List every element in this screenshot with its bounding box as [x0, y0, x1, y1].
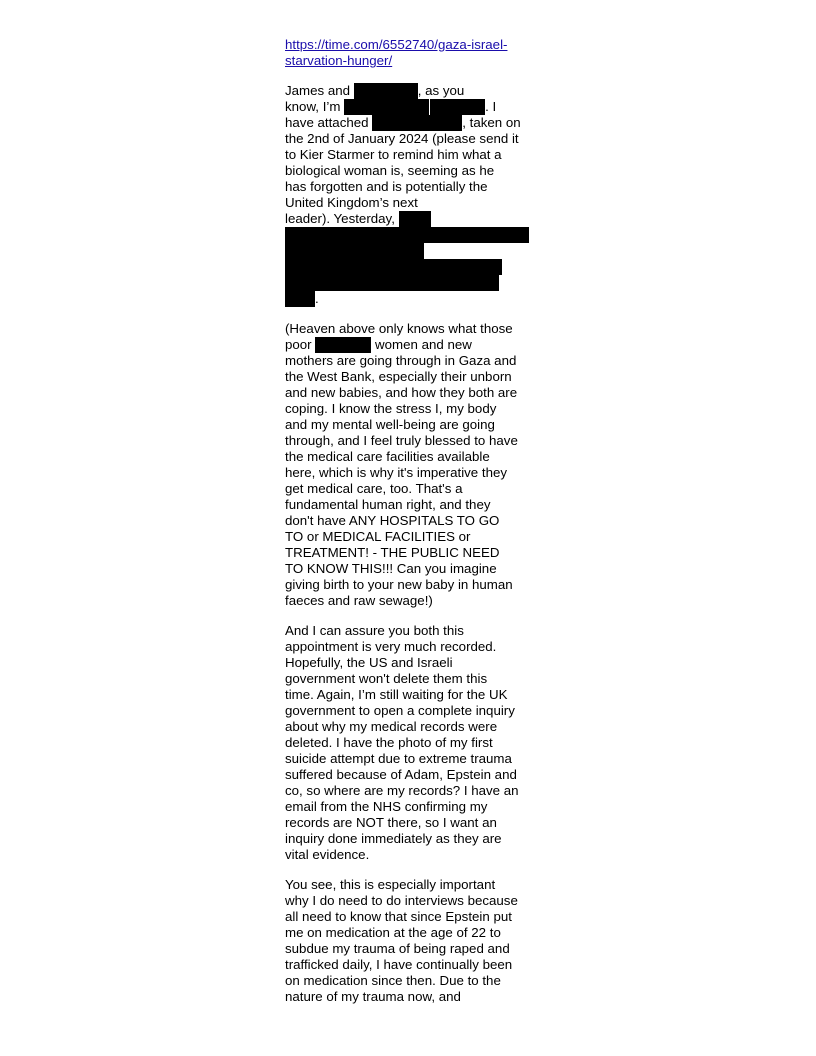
article-link-line-1[interactable]: https://time.com/6552740/gaza-israel- — [285, 37, 508, 52]
text-line: subdue my trauma of being raped and — [285, 941, 510, 956]
redaction-block — [315, 337, 371, 353]
text-line: on medication since then. Due to the — [285, 973, 501, 988]
text-line: faeces and raw sewage!) — [285, 593, 433, 608]
text-line: me on medication at the age of 22 to — [285, 925, 501, 940]
text-line: time. Again, I’m still waiting for the UK — [285, 687, 508, 702]
text-line: the West Bank, especially their unborn — [285, 369, 512, 384]
document-body — [285, 37, 535, 1019]
paragraph-1-line-9 — [285, 211, 535, 227]
redaction-block — [285, 243, 424, 259]
text-line: don't have ANY HOSPITALS TO GO — [285, 513, 500, 528]
paragraph-2 — [285, 321, 535, 609]
text-line: about why my medical records were — [285, 719, 498, 734]
text-line: through, and I feel truly blessed to have — [285, 433, 518, 448]
text-segment: have attached — [285, 115, 373, 130]
text-segment: leader). Yesterday, — [285, 211, 399, 226]
text-line: mothers are going through in Gaza and — [285, 353, 517, 368]
text-line: government to open a complete inquiry — [285, 703, 515, 718]
text-segment: James and — [285, 83, 354, 98]
text-segment: . I — [485, 99, 497, 114]
text-line: and new babies, and how they both are — [285, 385, 518, 400]
text-line: fundamental human right, and they — [285, 497, 491, 512]
redaction-block — [285, 275, 499, 291]
text-line: TO or MEDICAL FACILITIES or — [285, 529, 471, 544]
paragraph-1-line-15 — [285, 291, 535, 307]
text-line: all need to know that since Epstein put — [285, 909, 512, 924]
redaction-block — [285, 259, 502, 275]
paragraph-1-line-1 — [285, 83, 535, 99]
paragraph-3 — [285, 623, 535, 863]
paragraph-1-line-3 — [285, 115, 535, 131]
text-line: here, which is why it's imperative they — [285, 465, 508, 480]
redaction-block — [285, 291, 315, 307]
text-segment: know, I’m — [285, 99, 345, 114]
text-segment: . — [315, 291, 319, 306]
text-line: suffered because of Adam, Epstein and — [285, 767, 517, 782]
text-line: has forgotten and is potentially the — [285, 179, 488, 194]
text-line: why I do need to do interviews because — [285, 893, 518, 908]
paragraph-1 — [285, 83, 535, 307]
text-line: the medical care facilities available — [285, 449, 490, 464]
paragraph-1-line-2 — [285, 99, 535, 115]
text-line: government won't delete them this — [285, 671, 488, 686]
text-line: appointment is very much recorded. — [285, 639, 497, 654]
text-line: And I can assure you both this — [285, 623, 464, 638]
text-line: get medical care, too. That's a — [285, 481, 463, 496]
redaction-block — [372, 115, 462, 131]
text-line: suicide attempt due to extreme trauma — [285, 751, 512, 766]
text-line: TO KNOW THIS!!! Can you imagine — [285, 561, 497, 576]
text-line: United Kingdom’s next — [285, 195, 418, 210]
text-line: You see, this is especially important — [285, 877, 496, 892]
paragraph-2-line-2 — [285, 337, 535, 353]
text-line: inquiry done immediately as they are — [285, 831, 502, 846]
article-link-line-2[interactable]: starvation-hunger/ — [285, 53, 393, 68]
text-segment: , taken on — [462, 115, 521, 130]
text-line: and my mental well-being are going — [285, 417, 495, 432]
text-line: the 2nd of January 2024 (please send it — [285, 131, 519, 146]
text-line: TREATMENT! - THE PUBLIC NEED — [285, 545, 500, 560]
text-segment: , as you — [417, 83, 465, 98]
text-line: deleted. I have the photo of my first — [285, 735, 493, 750]
text-line: to Kier Starmer to remind him what a — [285, 147, 502, 162]
redaction-block — [399, 211, 431, 227]
redaction-block — [285, 227, 529, 243]
text-line: Hopefully, the US and Israeli — [285, 655, 453, 670]
text-line: nature of my trauma now, and — [285, 989, 461, 1004]
text-line: giving birth to your new baby in human — [285, 577, 513, 592]
text-line: email from the NHS confirming my — [285, 799, 488, 814]
text-line: (Heaven above only knows what those — [285, 321, 513, 336]
text-line: trafficked daily, I have continually been — [285, 957, 513, 972]
redaction-block — [344, 99, 429, 115]
redaction-block — [429, 99, 485, 115]
paragraph-4 — [285, 877, 535, 1005]
text-segment: women and new — [371, 337, 472, 352]
text-line: co, so where are my records? I have an — [285, 783, 519, 798]
source-link-paragraph — [285, 37, 535, 69]
text-line: coping. I know the stress I, my body — [285, 401, 497, 416]
text-line: records are NOT there, so I want an — [285, 815, 497, 830]
redaction-block — [354, 83, 418, 99]
text-line: biological woman is, seeming as he — [285, 163, 495, 178]
text-line: vital evidence. — [285, 847, 370, 862]
text-segment: poor — [285, 337, 316, 352]
